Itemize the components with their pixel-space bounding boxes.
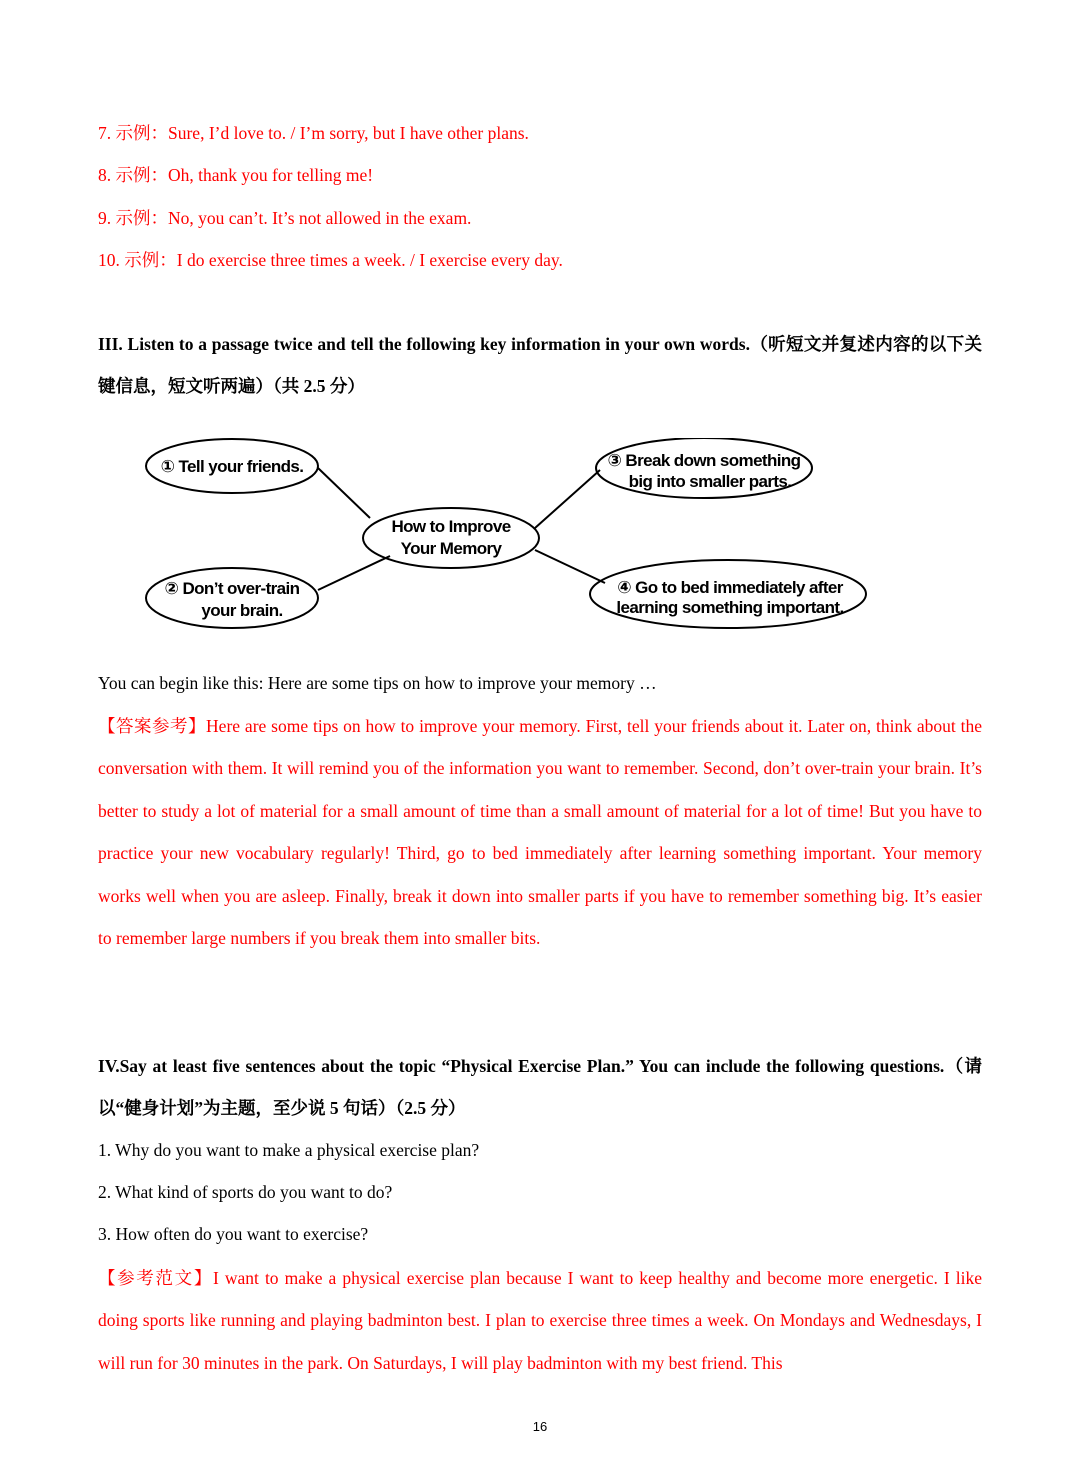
- answer-9: [98, 205, 471, 230]
- section-3-answer: [98, 705, 982, 959]
- answer-label: 示例：: [115, 208, 168, 228]
- memory-mind-map: [140, 438, 870, 638]
- node-1-label: ① Tell your friends.: [160, 457, 304, 476]
- answer-reference-label: 【答案参考】: [98, 716, 207, 736]
- answer-text: No, you can’t. It’s not allowed in the exam.: [168, 208, 472, 228]
- sample-essay-text: I want to make a physical exercise plan because I want to keep healthy and become more energetic. I like doing sports like running and playing badminton best. I plan to exercise three times a week. On Mondays and Wednesdays, I will run for 30 minutes in the park. On Saturdays, I will play badminton with my best friend. This: [98, 1268, 982, 1373]
- connector-line-3: [535, 470, 600, 528]
- answer-number: 9.: [98, 208, 112, 228]
- node-2-label-1: ② Don’t over-train: [164, 579, 300, 598]
- question-3: 3. How often do you want to exercise?: [98, 1224, 369, 1244]
- section-4-heading-en: IV.Say at least five sentences about the topic “Physical Exercise Plan.” You can include the following questions.: [98, 1056, 945, 1076]
- answer-reference-text: Here are some tips on how to improve your memory. First, tell your friends about it. Later on, think about the conversation with them. It will remind you of the information you want to remember. Second, don’t over-train your brain. It’s better to study a lot of material for a small amount of time than a small amount of material for a lot of time! But you have to practice your new vocabulary regularly! Third, go to bed immediately after learning something important. Your memory works well when you are asleep. Finally, break it down into smaller parts if you have to remember something big. It’s easier to remember large numbers if you break them into smaller bits.: [98, 716, 982, 949]
- sample-essay-label: 【参考范文】: [98, 1268, 214, 1288]
- answer-text: Sure, I’d love to. / I’m sorry, but I have other plans.: [168, 123, 529, 143]
- section-3-heading-cn: （听短文并复述内容的以下关键信息，短文听两遍）（共 2.5 分）: [98, 334, 983, 396]
- answer-label: 示例：: [115, 165, 168, 185]
- answer-10: [98, 247, 563, 272]
- node-4-label-1: ④ Go to bed immediately after: [617, 578, 843, 597]
- node-3-label-1: ③ Break down something: [607, 451, 801, 470]
- center-label-1: How to Improve: [391, 517, 511, 536]
- answer-label: 示例：: [115, 123, 168, 143]
- answer-number: 10.: [98, 250, 120, 270]
- section-4-answer: [98, 1257, 982, 1384]
- answer-number: 7.: [98, 123, 112, 143]
- section-3-prompt: You can begin like this: Here are some tips on how to improve your memory …: [98, 673, 657, 693]
- node-3-label-2: big into smaller parts.: [628, 472, 792, 491]
- section-4-heading-cn: （请以“健身计划”为主题，至少说 5 句话）（2.5 分）: [98, 1056, 982, 1118]
- page-number: 16: [532, 1419, 548, 1434]
- answer-8: [98, 162, 373, 187]
- section-3-heading: [98, 323, 982, 407]
- question-1: 1. Why do you want to make a physical exercise plan?: [98, 1140, 480, 1160]
- question-2: 2. What kind of sports do you want to do?: [98, 1182, 393, 1202]
- section-3-heading-en: III. Listen to a passage twice and tell the following key information in your own words.: [98, 334, 750, 354]
- connector-line-4: [535, 550, 605, 583]
- node-2-label-2: your brain.: [201, 601, 283, 620]
- answer-label: 示例：: [124, 250, 177, 270]
- center-label-2: Your Memory: [400, 539, 502, 558]
- node-4-label-2: learning something important.: [616, 598, 844, 617]
- answer-text: Oh, thank you for telling me!: [168, 165, 374, 185]
- answer-7: [98, 120, 529, 145]
- section-4-heading: [98, 1045, 982, 1129]
- connector-line-2: [318, 556, 390, 590]
- connector-line-1: [318, 468, 370, 518]
- answer-number: 8.: [98, 165, 112, 185]
- answer-text: I do exercise three times a week. / I exercise every day.: [176, 250, 563, 270]
